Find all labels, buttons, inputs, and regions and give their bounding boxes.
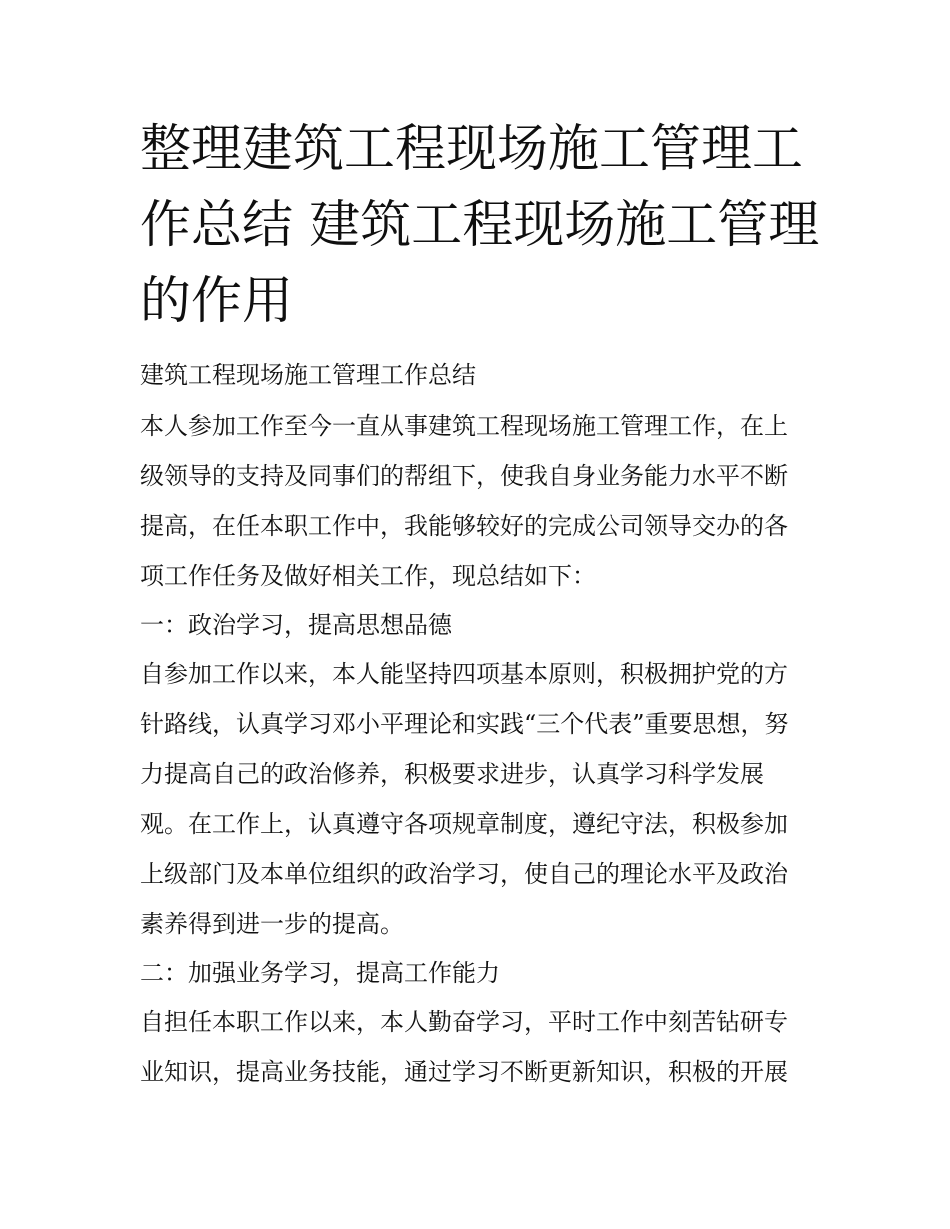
section-paragraph-politics: [140, 649, 820, 949]
politics-line-1: 自参加工作以来，本人能坚持四项基本原则，积极拥护党的方: [140, 660, 788, 688]
title-line-2: 作总结 建筑工程现场施工管理: [140, 196, 820, 255]
section-paragraph-business: [140, 997, 820, 1097]
business-line-2: 业知识，提高业务技能，通过学习不断更新知识，积极的开展: [140, 1058, 788, 1086]
intro-line-4: 项工作任务及做好相关工作，现总结如下：: [140, 562, 596, 590]
section-heading-politics: 一：政治学习，提高思想品德: [140, 611, 452, 639]
intro-line-1: 本人参加工作至今一直从事建筑工程现场施工管理工作，在上: [140, 412, 788, 440]
intro-line-2: 级领导的支持及同事们的帮组下，使我自身业务能力水平不断: [140, 462, 788, 490]
document-subtitle: 建筑工程现场施工管理工作总结: [140, 361, 476, 389]
politics-line-5: 上级部门及本单位组织的政治学习，使自己的理论水平及政治: [140, 860, 788, 888]
politics-line-6: 素养得到进一步的提高。: [140, 910, 404, 938]
politics-line-2: 针路线，认真学习邓小平理论和实践“三个代表”重要思想，努: [140, 710, 789, 738]
business-line-1: 自担任本职工作以来，本人勤奋学习，平时工作中刻苦钻研专: [140, 1008, 788, 1036]
title-line-1: 整理建筑工程现场施工管理工: [140, 120, 804, 179]
intro-line-3: 提高，在任本职工作中，我能够较好的完成公司领导交办的各: [140, 512, 788, 540]
intro-paragraph: [140, 401, 820, 601]
title-line-3: 的作用: [140, 272, 294, 331]
section-heading-business: 二：加强业务学习，提高工作能力: [140, 959, 500, 987]
document-title: [140, 112, 820, 340]
politics-line-4: 观。在工作上，认真遵守各项规章制度，遵纪守法，积极参加: [140, 810, 788, 838]
politics-line-3: 力提高自己的政治修养，积极要求进步，认真学习科学发展: [140, 760, 764, 788]
document-content: [140, 112, 820, 1097]
